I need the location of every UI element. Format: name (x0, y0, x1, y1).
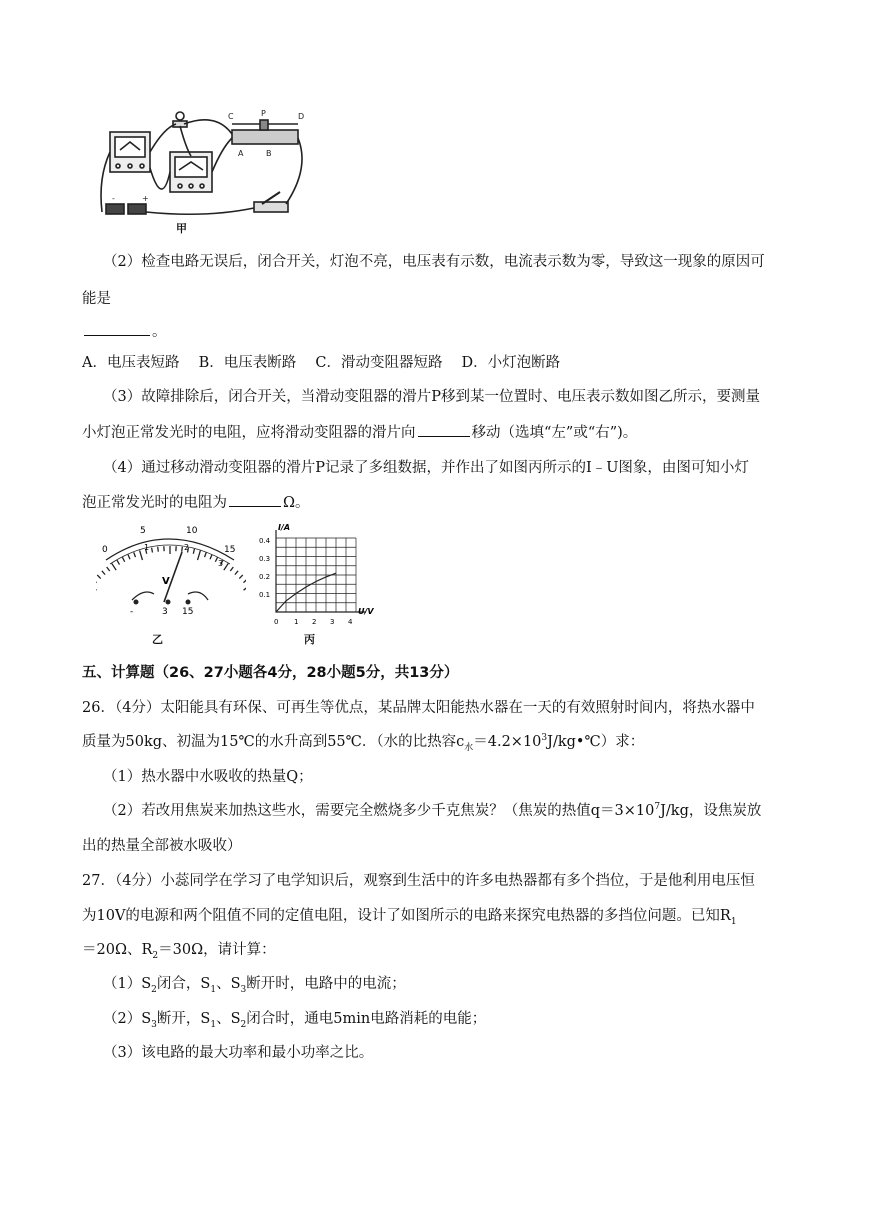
q2-blank-line (82, 320, 167, 341)
q2-options: A．电压表短路 B．电压表断路 C．滑动变阻器短路 D．小灯泡断路 (82, 355, 561, 371)
q27-sub1 (103, 972, 406, 995)
dial-tick (244, 584, 246, 590)
q26-line1: 26．（4分）太阳能具有环保、可再生等优点，某品牌太阳能热水器在一天的有效照射时间内，将热水器中 (82, 700, 755, 716)
q27-sub2-b: 断开，S (156, 1011, 211, 1027)
q26-sub2-sup: 7 (654, 802, 661, 813)
q26-sub2-cont: 出的热量全部被水吸收） (82, 838, 242, 854)
q27-line3-sub: 2 (152, 950, 159, 961)
q27-sub1-d: 断开时，电路中的电流； (246, 976, 406, 992)
ytick-0.4: 0.4 (259, 537, 271, 545)
q3-line2 (82, 421, 637, 442)
q27-line3-a: ＝20Ω、R (82, 942, 153, 958)
dial-tick (97, 575, 100, 579)
q3-line2-text: 小灯泡正常发光时的电阻，应将滑动变阻器的滑片向 (82, 425, 416, 441)
caption-jia: 甲 (176, 222, 187, 235)
q3-answer-blank[interactable] (418, 422, 470, 437)
ytick-0.2: 0.2 (259, 573, 271, 581)
dial-upper-0: 0 (102, 545, 108, 555)
q2-line1: （2）检查电路无误后，闭合开关，灯泡不亮，电压表有示数，电流表示数为零，导致这一现象的原因可 (103, 254, 765, 270)
q26-sub2-b: J/kg，设焦炭放 (660, 803, 762, 819)
q4-line2-end: Ω。 (283, 495, 310, 511)
q26-line2-c: J/kg•℃）求： (547, 734, 645, 750)
dial-lower-2: 2 (184, 543, 190, 552)
ytick-0.3: 0.3 (259, 555, 271, 563)
dial-tick (140, 550, 143, 560)
q27-sub1-s2: 1 (210, 984, 217, 995)
dial-tick (107, 567, 110, 571)
q27-line2 (82, 904, 737, 927)
battery-plus: + (142, 194, 149, 203)
q27-sub2-s1: 3 (151, 1019, 157, 1030)
section5-title: 五、计算题（26、27小题各4分，28小题5分，共13分） (82, 665, 459, 681)
chart-ylabel: I/A (278, 523, 291, 532)
q27-sub2-d: 闭合时，通电5min电路消耗的电能； (246, 1011, 487, 1027)
q26-sub1: （1）热水器中水吸收的热量Q； (103, 769, 313, 785)
q4-line1: （4）通过移动滑动变阻器的滑片P记录了多组数据，并作出了如图丙所示的I﹣U图象，由图可知小灯 (103, 460, 749, 476)
q2-end: 。 (152, 324, 167, 340)
dial-upper-5: 5 (140, 526, 146, 536)
dial-tick (96, 579, 97, 582)
chart-xlabel: U/V (358, 607, 374, 616)
dial-tick (102, 571, 105, 575)
q27-line3-b: ＝30Ω，请计算： (158, 942, 276, 958)
rheostat-label-d: D (298, 112, 305, 121)
chart-axes (276, 530, 366, 612)
q26-line2-a: 质量为50kg、初温为15℃的水升高到55℃．（水的比热容c (82, 734, 465, 750)
iu-chart-bing (258, 522, 378, 632)
dial-tick (198, 550, 201, 560)
q4-line2-text: 泡正常发光时的电阻为 (82, 495, 227, 511)
q27-sub2 (103, 1007, 486, 1030)
q27-sub2-c: 、S (216, 1011, 241, 1027)
dial-tick (128, 555, 130, 560)
q26-sup: 3 (541, 733, 548, 744)
dial-upper-10: 10 (186, 526, 198, 536)
q3-line1: （3）故障排除后，闭合开关，当滑动变阻器的滑片P移到某一位置时、电压表示数如图乙所示，要测量 (103, 389, 760, 405)
q27-sub1-c: 、S (216, 976, 241, 992)
q27-sub2-s3: 2 (240, 1019, 247, 1030)
dial-tick (235, 571, 238, 575)
q2-line2: 能是 (82, 291, 111, 307)
q27-sub1-s1: 2 (151, 984, 157, 995)
q27-line2-sub: 1 (730, 916, 737, 927)
terminal-3: 3 (162, 607, 168, 617)
rheostat-label-a: A (238, 149, 244, 158)
dial-tick (117, 560, 120, 564)
q27-sub1-b: 闭合，S (156, 976, 211, 992)
circuit-figure-jia (96, 108, 316, 220)
xtick-3: 3 (330, 618, 335, 626)
dial-tick (210, 555, 212, 560)
xtick-0: 0 (274, 618, 279, 626)
dial-tick (205, 552, 207, 557)
dial-tick (152, 548, 153, 553)
dial-lower-3: 3 (218, 559, 224, 568)
xtick-1: 1 (294, 618, 299, 626)
q4-answer-blank[interactable] (229, 492, 281, 507)
ytick-0.1: 0.1 (259, 591, 271, 599)
q26-line2-b: ＝4.2×10 (473, 734, 542, 750)
dial-lower-1: 1 (144, 543, 150, 552)
rheostat-label-p: P (261, 109, 266, 118)
q3-line2-end: 移动（选填“左”或“右”)。 (471, 425, 638, 441)
q2-answer-blank[interactable] (84, 321, 150, 336)
rheostat-label-b: B (266, 149, 272, 158)
dial-symbol: V (162, 576, 170, 587)
q27-sub1-s3: 3 (240, 984, 247, 995)
q26-sub2 (103, 799, 761, 820)
q27-line3 (82, 938, 276, 961)
dial-tick (158, 547, 159, 552)
voltmeter-figure-yi (96, 522, 246, 630)
q27-sub3: （3）该电路的最大功率和最小功率之比。 (103, 1045, 374, 1061)
q27-line1: 27．（4分）小蕊同学在学习了电学知识后，观察到生活中的许多电热器都有多个挡位，于是他利用电压恒 (82, 873, 755, 889)
dial-tick (112, 563, 116, 570)
dial-tick (243, 579, 246, 582)
dial-tick (182, 547, 183, 552)
q4-line2 (82, 491, 310, 512)
xtick-4: 4 (348, 618, 353, 626)
rheostat-label-c: C (228, 112, 234, 121)
terminal-15: 15 (182, 607, 194, 617)
dial-tick (224, 563, 228, 570)
q27-sub2-a: （2）S (103, 1011, 152, 1027)
q26-sub2-a: （2）若改用焦炭来加热这些水，需要完全燃烧多少千克焦炭？（焦炭的热值q＝3×10 (103, 803, 655, 819)
q26-sub-water: 水 (464, 742, 474, 753)
xtick-2: 2 (312, 618, 317, 626)
battery-minus: - (112, 194, 115, 203)
caption-yi: 乙 (152, 633, 163, 646)
dial-tick (134, 552, 136, 557)
q27-sub1-a: （1）S (103, 976, 152, 992)
dial-tick (193, 549, 194, 554)
q26-line2 (82, 730, 644, 753)
caption-bing: 丙 (304, 633, 315, 646)
dial-tick (122, 557, 124, 561)
dial-upper-15: 15 (224, 545, 236, 555)
dial-tick (239, 575, 242, 579)
q27-sub2-s2: 1 (210, 1019, 217, 1030)
dial-tick (230, 567, 233, 571)
q27-line2-a: 为10V的电源和两个阻值不同的定值电阻，设计了如图所示的电路来探究电热器的多挡位问题。已知R (82, 908, 731, 924)
terminal-minus: - (130, 607, 134, 617)
